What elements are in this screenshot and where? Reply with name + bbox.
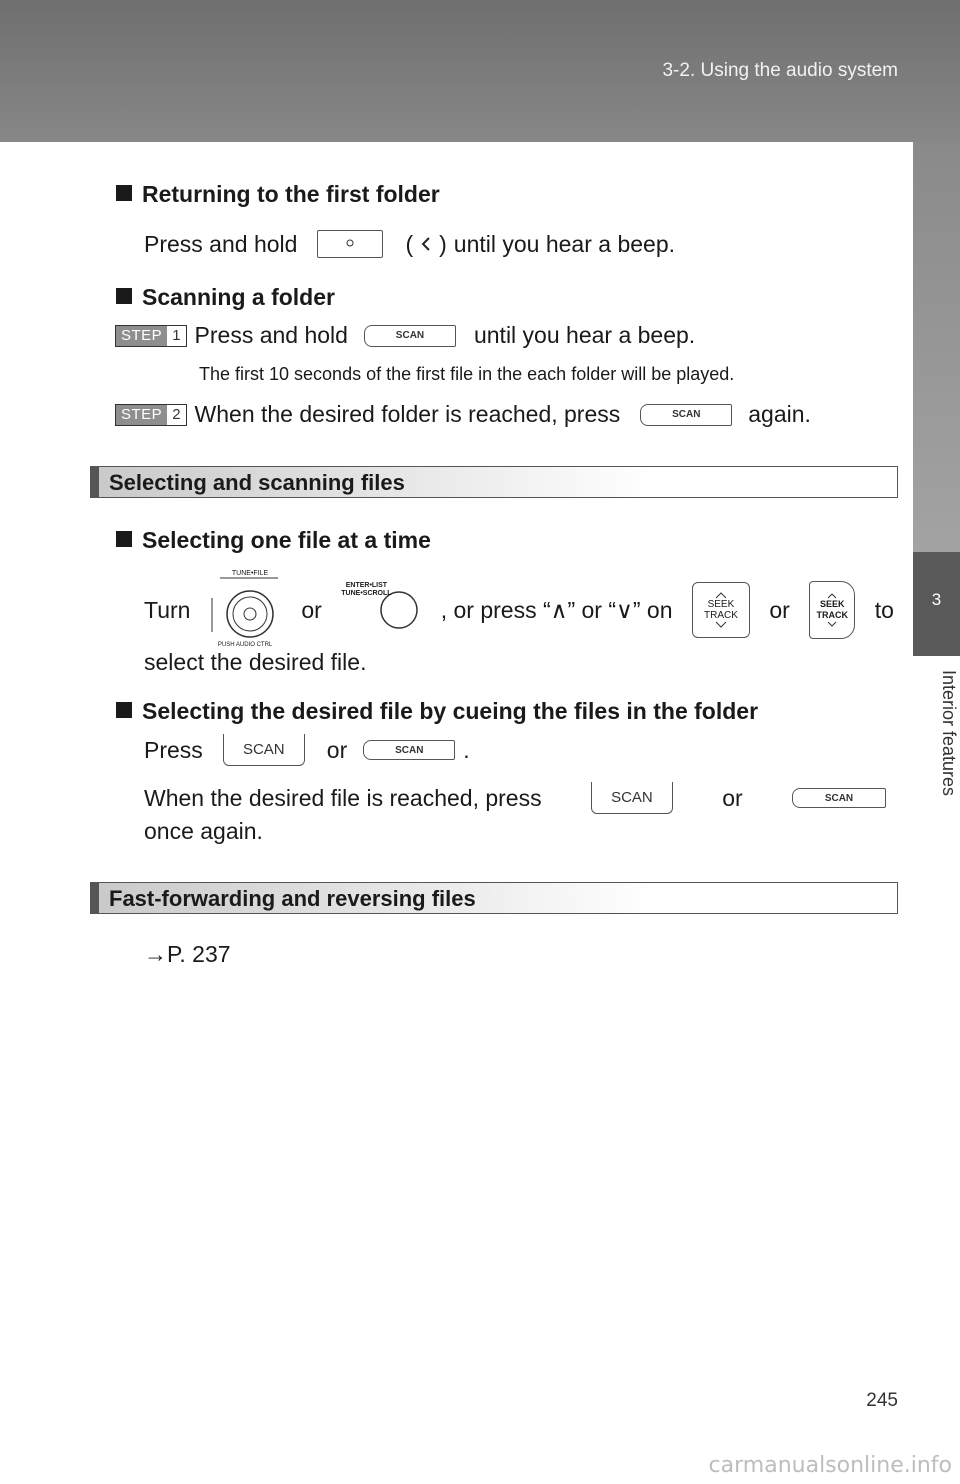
enter-list-knob: ENTER•LIST TUNE•SCROLL	[341, 570, 421, 650]
chapter-tab	[913, 552, 960, 656]
step2-line: STEP 2 When the desired folder is reached, press SCAN again.	[115, 401, 811, 428]
chevron-left-icon	[413, 234, 439, 254]
turn-instruction: Turn TUNE•FILE PUSH AUDIO CTRL or ENTER•LIST TUNE•SCROLL , or press “∧” or “∨” on SEEK TRACK or SEEK TRACK to	[144, 570, 894, 648]
square-bullet-icon	[116, 702, 132, 718]
side-tab-bar	[913, 142, 960, 552]
folder-down-button	[317, 230, 383, 258]
knob-icon	[210, 570, 282, 650]
heading-scanning-folder: Scanning a folder	[116, 284, 335, 311]
watermark: carmanualsonline.info	[708, 1453, 952, 1478]
scan-button: SCAN	[364, 325, 456, 347]
heading-cueing: Selecting the desired file by cueing the files in the folder	[116, 698, 758, 725]
page-reference-link[interactable]: →P. 237	[144, 941, 231, 967]
scan-button-alt: SCAN	[363, 740, 455, 760]
step-1-badge: STEP 1	[115, 325, 187, 347]
cueing-press-line: Press SCAN or SCAN .	[144, 734, 470, 766]
step1-note: The first 10 seconds of the first file in the each folder will be played.	[199, 364, 735, 384]
seek-track-button-alt: SEEK TRACK	[809, 581, 855, 639]
section-selecting-scanning	[90, 466, 898, 498]
page-number: 245	[866, 1390, 898, 1411]
section-title: Selecting and scanning files	[109, 470, 405, 495]
returning-instruction: Press and hold ( ) until you hear a beep.	[144, 230, 675, 257]
section-fast-forwarding	[90, 882, 898, 914]
heading-returning: Returning to the first folder	[116, 181, 440, 208]
section-title: Fast-forwarding and reversing files	[109, 886, 476, 911]
step-2-badge: STEP 2	[115, 404, 187, 426]
scan-button: SCAN	[591, 782, 673, 814]
scan-button-alt: SCAN	[792, 788, 886, 808]
seek-track-button: SEEK TRACK	[692, 582, 750, 638]
select-desired-file: select the desired file.	[144, 649, 367, 675]
chapter-label: Interior features	[939, 670, 959, 797]
tune-file-knob: TUNE•FILE PUSH AUDIO CTRL	[210, 570, 282, 650]
section-breadcrumb: 3-2. Using the audio system	[662, 60, 898, 81]
page-header	[0, 0, 960, 142]
square-bullet-icon	[116, 288, 132, 304]
cueing-when-line: When the desired file is reached, press SCAN or SCAN	[144, 782, 886, 814]
dot-icon	[345, 239, 355, 249]
chapter-number: 3	[931, 590, 942, 609]
scan-button: SCAN	[223, 734, 305, 766]
step1-line: STEP 1 Press and hold SCAN until you hear a beep.	[115, 322, 695, 349]
scan-button: SCAN	[640, 404, 732, 426]
square-bullet-icon	[116, 185, 132, 201]
square-bullet-icon	[116, 531, 132, 547]
once-again: once again.	[144, 818, 263, 844]
heading-one-file: Selecting one file at a time	[116, 527, 431, 554]
